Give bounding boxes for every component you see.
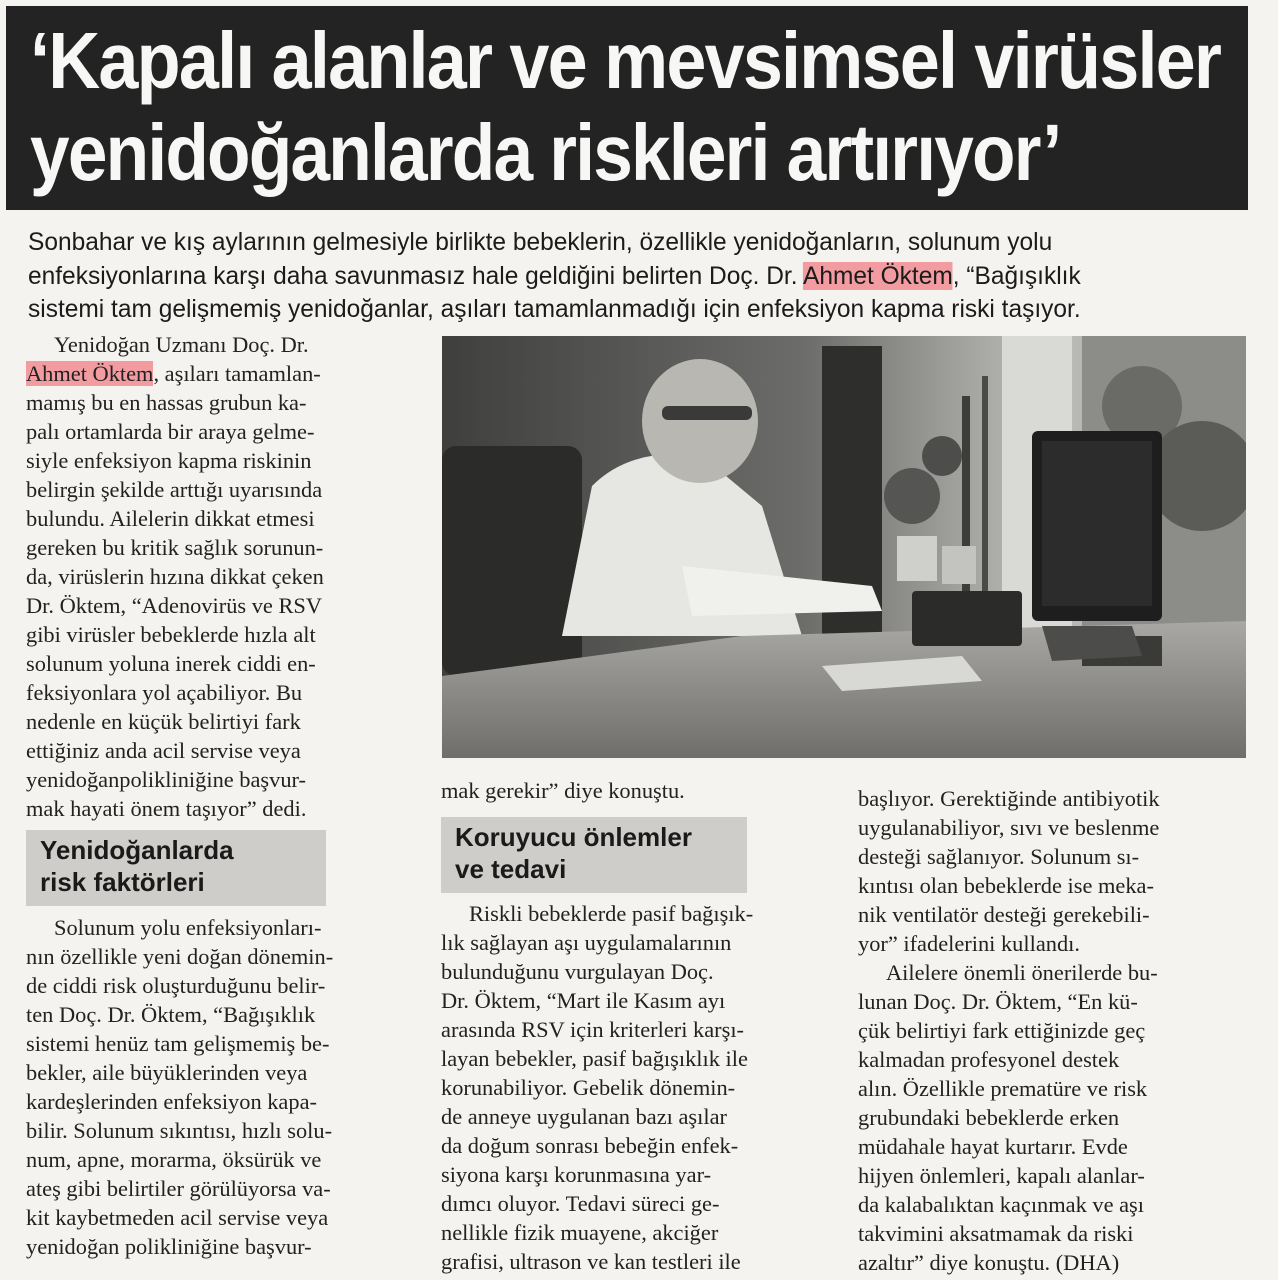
text-line: arasında RSV için kriterleri karşı- [441,1017,745,1042]
text-line: layan bebekler, pasif bağışıklık ile [441,1046,748,1071]
text-line: palı ortamlarda bir araya gelme- [26,419,315,444]
text-line: sistemi henüz tam gelişmemiş be- [26,1031,330,1056]
text-line: bekler, aile büyüklerinden veya [26,1060,308,1085]
text-line: bulundu. Ailelerin dikkat etmesi [26,506,315,531]
subheading-risk-factors [26,830,326,906]
text-line: belirgin şekilde arttığı uyarısında [26,477,323,502]
text-line: Dr. Öktem, “Mart ile Kasım ayı [441,988,726,1013]
text-line: da kalabalıktan kaçınmak ve aşı [858,1192,1144,1217]
lead-line-1: Sonbahar ve kış aylarının gelmesiyle birlikte bebeklerin, özellikle yenidoğanların, solunum yolu [28,228,1053,256]
text-line: grubundaki bebeklerde erken [858,1105,1120,1130]
text-line: da, virüslerin hızına dikkat çeken [26,564,324,589]
column-3-text [858,784,1248,1277]
lead-line-2-b: , “Bağışıklık [952,261,1081,290]
text-line: alın. Özellikle prematüre ve risk [858,1076,1148,1101]
text-line: yor” ifadelerini kullandı. [858,931,1080,956]
text-line: bulunduğunu vurgulayan Doç. [441,959,714,984]
highlighted-name: Ahmet Öktem [802,261,953,290]
text-line: lık sağlayan aşı uygulamalarının [441,930,732,955]
text-line: Riskli bebeklerde pasif bağışık- [469,901,754,926]
text-line: kalmadan profesyonel destek [858,1047,1120,1072]
text-line: dımcı oluyor. Tedavi süreci ge- [441,1191,720,1216]
headline-block [6,6,1248,210]
text-line: bilir. Solunum sıkıntısı, hızlı solu- [26,1118,333,1143]
text-line: da doğum sonrası bebeğin enfek- [441,1133,739,1158]
subheading-line: Koruyucu önlemler [455,822,692,852]
text-line: de anneye uygulanan bazı aşılar [441,1104,727,1129]
text-line: nik ventilatör desteği gerekebili- [858,902,1150,927]
column-1-intro [26,330,416,823]
text-line: kıntısı olan bebeklerde ise meka- [858,873,1154,898]
lead-line-2-a: enfeksiyonlarına karşı daha savunmasız hale geldiğini belirten Doç. Dr. [28,261,803,290]
text-line: azaltır” diye konuştu. (DHA) [858,1250,1120,1275]
text-line: num, apne, morarma, öksürük ve [26,1147,322,1172]
column-2-treatment-text [441,899,841,1276]
text-line: de ciddi risk oluşturduğunu belir- [26,973,326,998]
text-line: yenidoğanpolikliniğine başvur- [26,767,307,792]
text-line: korunabiliyor. Gebelik dönemin- [441,1075,736,1100]
text-line: Ailelere önemli önerilerde bu- [886,960,1158,985]
text-line: gereken bu kritik sağlık sorunun- [26,535,324,560]
headline-line-1: ‘Kapalı alanlar ve mevsimsel virüsler [30,16,1221,105]
text-line: solunum yoluna inerek ciddi en- [26,651,316,676]
text-line: kardeşlerinden enfeksiyon kapa- [26,1089,317,1114]
lead-paragraph [28,226,1200,327]
text-line: siyona karşı korunmasına yar- [441,1162,712,1187]
doctor-photo [442,336,1246,758]
text-line: Dr. Öktem, “Adenovirüs ve RSV [26,593,323,618]
text-line: nellikle fizik muayene, akciğer [441,1220,719,1245]
text-line: takvimini aksatmamak da riski [858,1221,1134,1246]
text-line: Solunum yolu enfeksiyonları- [54,915,322,940]
lead-line-3: sistemi tam gelişmemiş yenidoğanlar, aşıları tamamlanmadığı için enfeksiyon kapma riski taşıyor. [28,295,1081,323]
text-line: çük belirtiyi fark ettiğinizde geç [858,1018,1146,1043]
text-line: feksiyonlara yol açabiliyor. Bu [26,680,303,705]
text-line: nın özellikle yeni doğan dönemin- [26,944,334,969]
text-line: siyle enfeksiyon kapma riskinin [26,448,312,473]
text-line: mamış bu en hassas grubun ka- [26,390,307,415]
column-2-continuation [441,776,841,805]
lead-line-2 [28,260,1200,294]
text-line: lunan Doç. Dr. Öktem, “En kü- [858,989,1138,1014]
text-line: müdahale hayat kurtarır. Evde [858,1134,1128,1159]
text-line: ateş gibi belirtiler görülüyorsa va- [26,1176,331,1201]
text-line: kit kaybetmeden acil servise veya [26,1205,329,1230]
subheading-line: Yenidoğanlarda [40,835,234,865]
subheading-protective-measures [441,817,747,893]
text-line: ettiğiniz anda acil servise veya [26,738,301,763]
text-line: uygulanabiliyor, sıvı ve beslenme [858,815,1160,840]
column-1-risk-text [26,913,416,1261]
text-line: mak hayati önem taşıyor” dedi. [26,796,307,821]
text-line [26,359,416,388]
text-line: yenidoğan polikliniğine başvur- [26,1234,312,1259]
text-line: gibi virüsler bebeklerde hızla alt [26,622,316,647]
text-line: Yenidoğan Uzmanı Doç. Dr. [54,332,309,357]
text-fragment: , aşıları tamamlan- [153,361,321,386]
headline-line-2: yenidoğanlarda riskleri artırıyor’ [30,108,1061,197]
text-line: ten Doç. Dr. Öktem, “Bağışıklık [26,1002,316,1027]
highlighted-name: Ahmet Öktem [26,361,154,386]
text-line: nedenle en küçük belirtiyi fark [26,709,301,734]
subheading-line: risk faktörleri [40,867,205,897]
text-line: desteği sağlanıyor. Solunum sı- [858,844,1140,869]
text-line: mak gerekir” diye konuştu. [441,778,685,803]
text-line: hijyen önlemleri, kapalı alanlar- [858,1163,1145,1188]
subheading-line: ve tedavi [455,854,567,884]
text-line: başlıyor. Gerektiğinde antibiyotik [858,786,1160,811]
text-line: grafisi, ultrason ve kan testleri ile [441,1249,741,1274]
photo-illustration [442,336,1246,758]
